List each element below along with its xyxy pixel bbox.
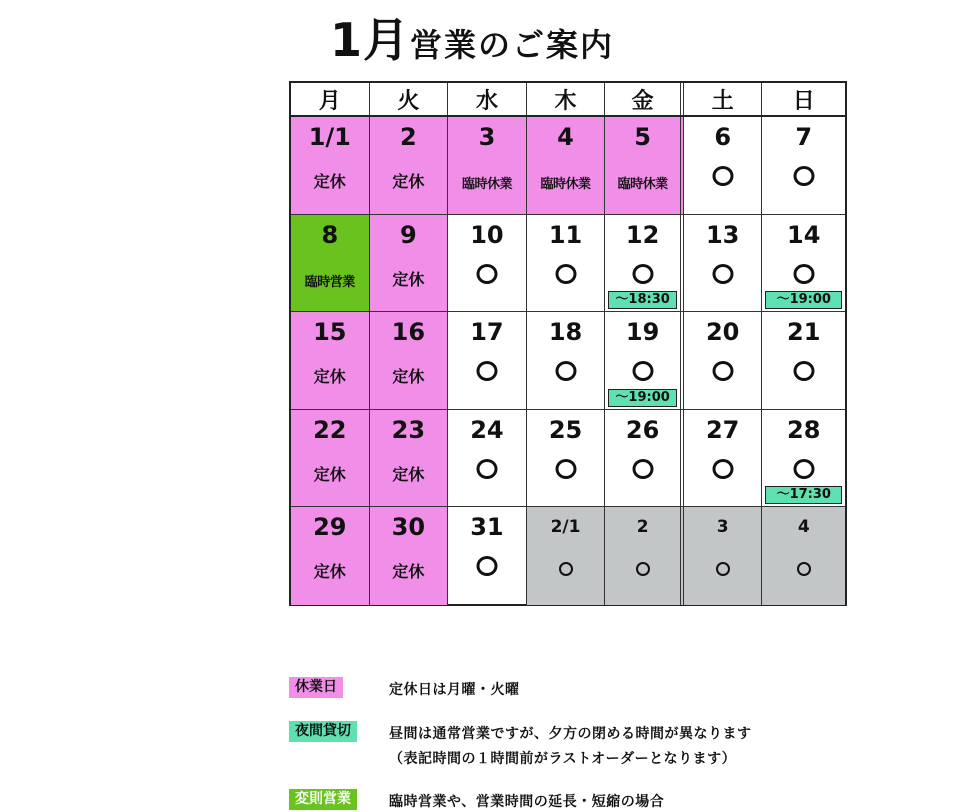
open-circle-icon — [793, 459, 814, 479]
day-cell — [762, 117, 845, 214]
day-number: 7 — [795, 123, 813, 151]
weekday-header-row — [291, 83, 845, 117]
day-number: 2 — [636, 517, 649, 537]
calendar-week — [291, 215, 845, 313]
day-status: 定休 — [392, 562, 425, 581]
open-circle-icon — [632, 264, 653, 284]
day-cell — [527, 410, 606, 507]
day-cell — [527, 507, 606, 605]
open-circle-icon — [555, 361, 576, 381]
open-circle-icon — [712, 361, 733, 381]
day-cell — [291, 312, 370, 409]
day-status: 臨時休業 — [461, 177, 512, 192]
open-circle-icon — [712, 459, 733, 479]
day-number: 3 — [716, 517, 729, 537]
open-circle-icon — [632, 459, 653, 479]
day-cell — [684, 312, 763, 409]
day-number: 14 — [787, 220, 821, 249]
legend-badge-special: 変則営業 — [289, 789, 357, 810]
day-cell — [762, 507, 845, 605]
day-cell — [448, 312, 527, 409]
open-circle-icon — [476, 556, 497, 576]
legend-text-night: 昼間は通常営業ですが、夕方の閉める時間が異なります — [389, 726, 752, 742]
day-cell — [605, 215, 684, 312]
day-number: 24 — [470, 415, 504, 444]
day-cell — [605, 117, 684, 214]
open-circle-icon — [797, 562, 811, 576]
weekday-sat: 土 — [684, 83, 763, 115]
day-number: 10 — [470, 220, 504, 249]
open-circle-icon — [793, 361, 814, 381]
day-number: 9 — [400, 220, 417, 249]
day-status: 定休 — [313, 367, 346, 386]
day-number: 13 — [705, 220, 740, 249]
open-circle-icon — [712, 264, 733, 284]
day-status: 定休 — [392, 464, 425, 484]
open-circle-icon — [712, 166, 733, 186]
open-circle-icon — [716, 562, 730, 576]
day-number: 1/1 — [308, 123, 351, 151]
day-number: 25 — [548, 415, 583, 444]
day-number: 8 — [321, 220, 339, 249]
day-status: 定休 — [313, 562, 346, 581]
open-circle-icon — [559, 562, 573, 576]
day-number: 5 — [634, 123, 651, 151]
day-cell — [605, 410, 684, 507]
title-text: 営業のご案内 — [410, 26, 615, 64]
day-number: 3 — [478, 123, 496, 151]
day-number: 26 — [625, 415, 660, 444]
day-cell — [762, 312, 845, 409]
day-cell — [291, 117, 370, 214]
open-circle-icon — [476, 264, 497, 284]
open-circle-icon — [632, 361, 653, 381]
page-title — [330, 4, 615, 67]
weekday-fri: 金 — [605, 83, 684, 115]
day-cell — [684, 215, 763, 312]
day-cell — [370, 507, 449, 605]
day-cell — [370, 215, 449, 312]
legend-badge-night: 夜間貸切 — [289, 721, 357, 742]
day-cell — [684, 410, 763, 507]
day-cell — [448, 507, 527, 605]
day-status: 定休 — [392, 367, 425, 386]
weekday-sun: 日 — [792, 88, 815, 114]
open-circle-icon — [793, 166, 814, 186]
open-circle-icon — [793, 264, 814, 284]
legend-text-holiday: 定休日は月曜・火曜 — [389, 682, 520, 698]
open-circle-icon — [476, 459, 497, 479]
day-number: 23 — [391, 415, 426, 444]
day-number: 29 — [313, 513, 347, 541]
closing-time-badge: ～17:30 — [765, 486, 842, 504]
open-circle-icon — [555, 264, 576, 284]
day-cell — [527, 117, 606, 214]
legend-badge-holiday: 休業日 — [289, 677, 343, 698]
calendar-week — [291, 410, 845, 508]
day-cell — [370, 117, 449, 214]
calendar-week — [291, 117, 845, 215]
day-number: 30 — [391, 513, 426, 541]
day-number: 2 — [400, 123, 417, 151]
day-cell — [291, 215, 370, 312]
day-status: 臨時営業 — [304, 274, 355, 290]
day-number: 18 — [548, 318, 583, 346]
day-status: 臨時休業 — [617, 177, 668, 192]
title-month: 1月 — [330, 13, 411, 67]
day-number: 2/1 — [550, 517, 581, 537]
weekday-thu: 木 — [527, 83, 606, 115]
calendar-table — [289, 81, 847, 606]
day-cell — [527, 215, 606, 312]
day-number: 31 — [470, 513, 504, 541]
day-cell — [370, 312, 449, 409]
day-status: 定休 — [313, 172, 346, 191]
day-cell — [762, 410, 845, 507]
day-number: 20 — [705, 318, 740, 346]
day-number: 27 — [705, 415, 740, 444]
day-number: 11 — [548, 220, 583, 249]
day-cell — [684, 117, 763, 214]
day-number: 12 — [625, 220, 660, 249]
day-cell — [291, 507, 370, 605]
day-status: 定休 — [392, 269, 425, 289]
weekday-tue: 火 — [370, 83, 449, 115]
weekday-wed: 水 — [448, 83, 527, 115]
day-number: 21 — [787, 318, 821, 346]
day-cell — [370, 410, 449, 507]
day-status: 臨時休業 — [540, 177, 591, 192]
day-cell — [762, 215, 845, 312]
day-status: 定休 — [392, 172, 425, 191]
closing-time-badge: ～19:00 — [765, 291, 842, 309]
day-cell — [527, 312, 606, 409]
day-number: 16 — [391, 318, 426, 346]
day-number: 4 — [557, 123, 574, 151]
day-number: 19 — [625, 318, 660, 346]
weekday-mon: 月 — [291, 83, 370, 115]
open-circle-icon — [555, 459, 576, 479]
calendar-week — [291, 312, 845, 410]
day-cell — [291, 410, 370, 507]
open-circle-icon — [636, 562, 650, 576]
day-number: 4 — [797, 517, 810, 537]
day-status: 定休 — [313, 464, 346, 484]
day-cell — [605, 312, 684, 409]
day-cell — [448, 410, 527, 507]
day-number: 22 — [313, 415, 347, 444]
day-cell — [448, 117, 527, 214]
open-circle-icon — [476, 361, 497, 381]
calendar-week — [291, 507, 845, 605]
day-number: 17 — [470, 318, 504, 346]
day-number: 15 — [313, 318, 347, 346]
legend-text-night-note: （表記時間の１時間前がラストオーダーとなります） — [389, 751, 737, 767]
closing-time-badge: ～19:00 — [608, 389, 677, 407]
day-cell — [605, 507, 684, 605]
day-cell — [448, 215, 527, 312]
day-cell — [684, 507, 763, 605]
legend-text-special: 臨時営業や、営業時間の延長・短縮の場合 — [389, 794, 665, 810]
day-number: 6 — [714, 123, 732, 151]
day-number: 28 — [787, 415, 821, 444]
closing-time-badge: ～18:30 — [608, 291, 677, 309]
